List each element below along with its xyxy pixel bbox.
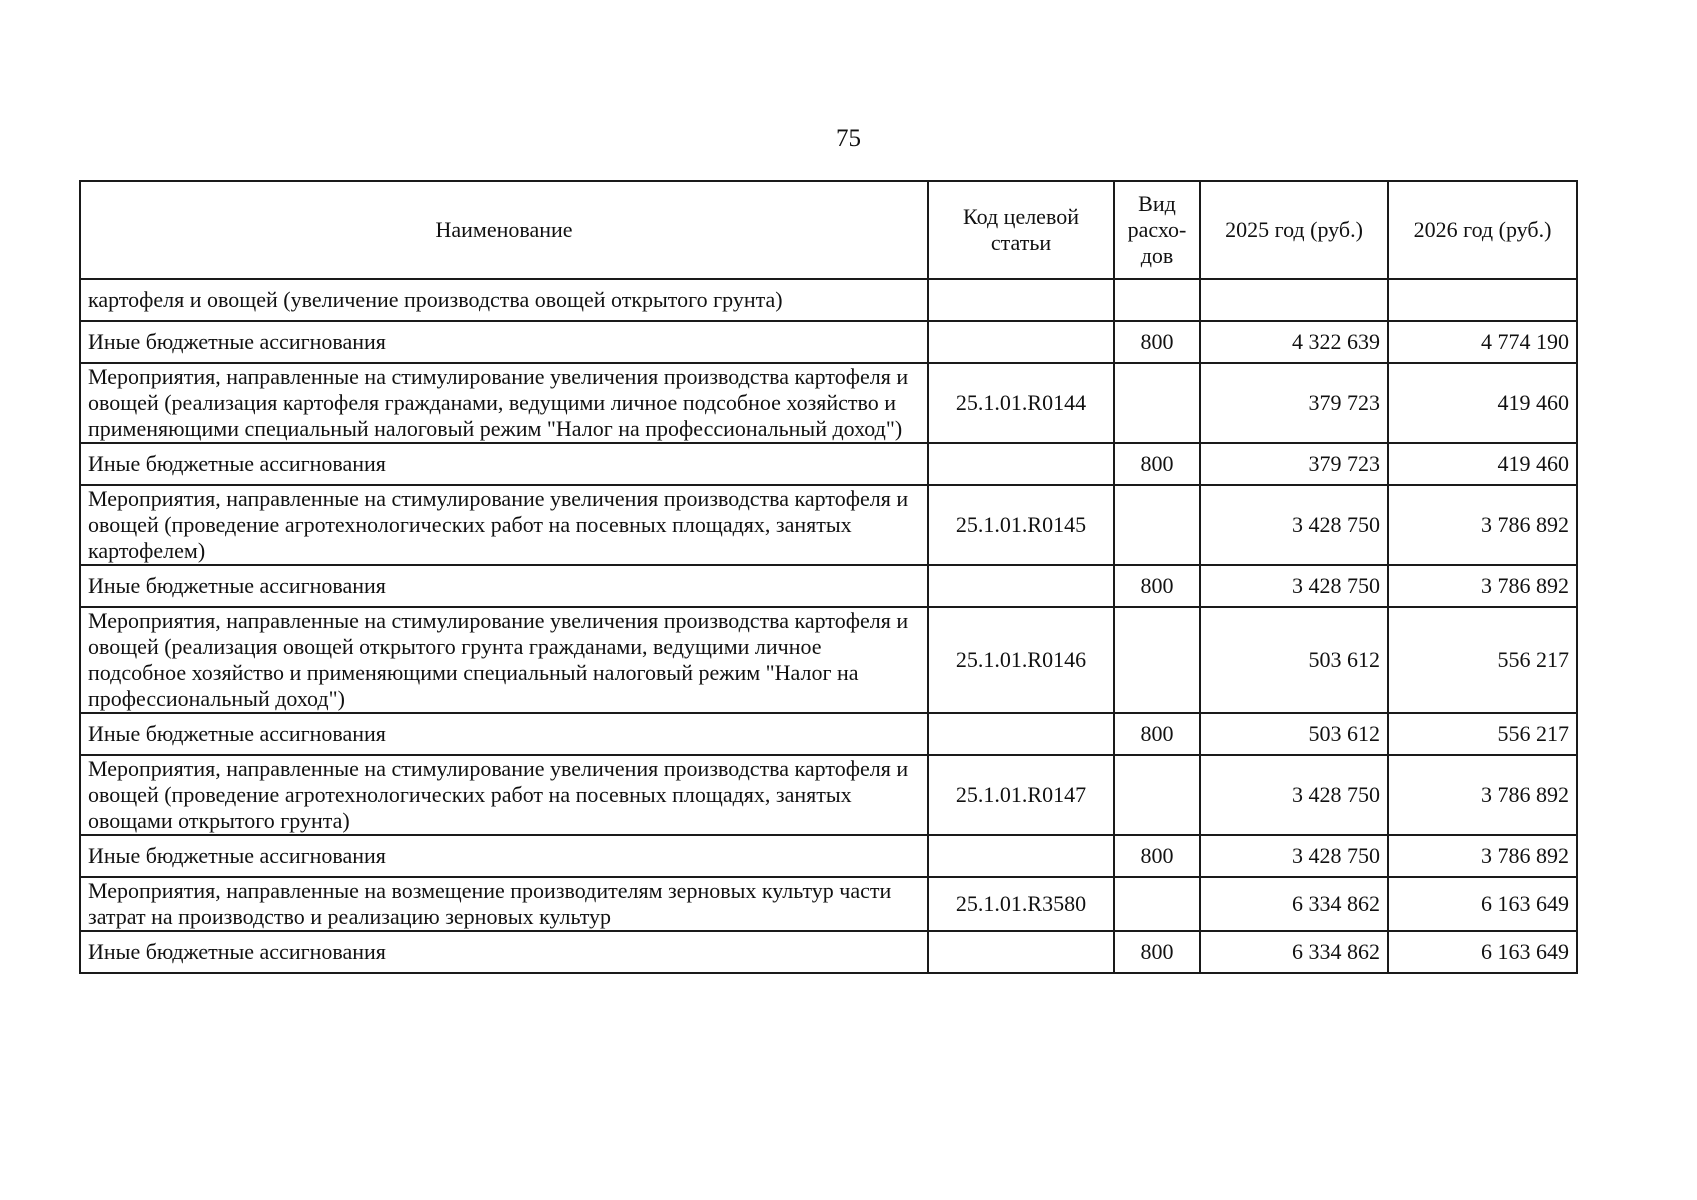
- cell-2025: 503 612: [1200, 713, 1388, 755]
- cell-2026: 419 460: [1388, 363, 1577, 443]
- cell-type: 800: [1114, 321, 1200, 363]
- cell-2026: 6 163 649: [1388, 877, 1577, 931]
- cell-name: Иные бюджетные ассигнования: [80, 931, 928, 973]
- cell-code: 25.1.01.R0147: [928, 755, 1114, 835]
- cell-2025: [1200, 279, 1388, 321]
- cell-type: 800: [1114, 931, 1200, 973]
- cell-code: [928, 443, 1114, 485]
- cell-2026: 3 786 892: [1388, 565, 1577, 607]
- cell-2026: 556 217: [1388, 713, 1577, 755]
- cell-type: [1114, 279, 1200, 321]
- cell-2025: 6 334 862: [1200, 931, 1388, 973]
- cell-code: 25.1.01.R0145: [928, 485, 1114, 565]
- table-row: [80, 565, 1577, 607]
- cell-type: [1114, 485, 1200, 565]
- cell-type: [1114, 877, 1200, 931]
- cell-name: Иные бюджетные ассигнования: [80, 321, 928, 363]
- cell-2025: 379 723: [1200, 363, 1388, 443]
- cell-2025: 3 428 750: [1200, 485, 1388, 565]
- header-2026: 2026 год (руб.): [1388, 181, 1577, 279]
- cell-type: 800: [1114, 565, 1200, 607]
- cell-2026: 3 786 892: [1388, 835, 1577, 877]
- cell-name: Мероприятия, направленные на стимулирование увеличения производства картофеля и овощей (реализация картофеля гражданами, ведущими личное подсобное хозяйство и применяющими специальный налоговый режим "Налог на профессиональный доход"): [80, 363, 928, 443]
- cell-code: [928, 321, 1114, 363]
- cell-name: Мероприятия, направленные на возмещение производителям зерновых культур части затрат на производство и реализацию зерновых культур: [80, 877, 928, 931]
- cell-type: [1114, 363, 1200, 443]
- cell-2026: 3 786 892: [1388, 755, 1577, 835]
- cell-code: 25.1.01.R0144: [928, 363, 1114, 443]
- table-row: [80, 755, 1577, 835]
- table-row: [80, 835, 1577, 877]
- cell-code: [928, 565, 1114, 607]
- cell-name: Мероприятия, направленные на стимулирование увеличения производства картофеля и овощей (проведение агротехнологических работ на посевных площадях, занятых картофелем): [80, 485, 928, 565]
- cell-code: [928, 713, 1114, 755]
- cell-code: [928, 931, 1114, 973]
- table-row: [80, 877, 1577, 931]
- cell-2025: 503 612: [1200, 607, 1388, 713]
- cell-2026: 4 774 190: [1388, 321, 1577, 363]
- header-name: Наименование: [80, 181, 928, 279]
- cell-2026: 556 217: [1388, 607, 1577, 713]
- cell-name: Иные бюджетные ассигнования: [80, 713, 928, 755]
- table-header-row: [80, 181, 1577, 279]
- cell-code: 25.1.01.R0146: [928, 607, 1114, 713]
- cell-type: 800: [1114, 443, 1200, 485]
- cell-2025: 6 334 862: [1200, 877, 1388, 931]
- cell-type: [1114, 607, 1200, 713]
- cell-2025: 3 428 750: [1200, 565, 1388, 607]
- cell-2025: 3 428 750: [1200, 755, 1388, 835]
- cell-2025: 379 723: [1200, 443, 1388, 485]
- cell-name: Мероприятия, направленные на стимулирование увеличения производства картофеля и овощей (реализация овощей открытого грунта гражданами, ведущими личное подсобное хозяйство и применяющими специальный налоговый режим "Налог на профессиональный доход"): [80, 607, 928, 713]
- cell-2026: 419 460: [1388, 443, 1577, 485]
- cell-2026: 3 786 892: [1388, 485, 1577, 565]
- cell-name: Мероприятия, направленные на стимулирование увеличения производства картофеля и овощей (проведение агротехнологических работ на посевных площадях, занятых овощами открытого грунта): [80, 755, 928, 835]
- table-row: [80, 363, 1577, 443]
- page-number: 75: [836, 125, 861, 152]
- cell-type: 800: [1114, 713, 1200, 755]
- table-row: [80, 713, 1577, 755]
- cell-name: Иные бюджетные ассигнования: [80, 835, 928, 877]
- cell-type: 800: [1114, 835, 1200, 877]
- cell-2025: 4 322 639: [1200, 321, 1388, 363]
- table-row: [80, 321, 1577, 363]
- cell-code: [928, 279, 1114, 321]
- budget-table: [79, 180, 1578, 974]
- cell-name: Иные бюджетные ассигнования: [80, 565, 928, 607]
- table-row: [80, 931, 1577, 973]
- cell-name: картофеля и овощей (увеличение производства овощей открытого грунта): [80, 279, 928, 321]
- table-row: [80, 279, 1577, 321]
- table-row: [80, 443, 1577, 485]
- cell-code: [928, 835, 1114, 877]
- cell-code: 25.1.01.R3580: [928, 877, 1114, 931]
- header-code: Код целевой статьи: [928, 181, 1114, 279]
- cell-2025: 3 428 750: [1200, 835, 1388, 877]
- cell-2026: [1388, 279, 1577, 321]
- table-row: [80, 607, 1577, 713]
- table-row: [80, 485, 1577, 565]
- header-2025: 2025 год (руб.): [1200, 181, 1388, 279]
- cell-name: Иные бюджетные ассигнования: [80, 443, 928, 485]
- header-type: Вид расхо-дов: [1114, 181, 1200, 279]
- cell-type: [1114, 755, 1200, 835]
- cell-2026: 6 163 649: [1388, 931, 1577, 973]
